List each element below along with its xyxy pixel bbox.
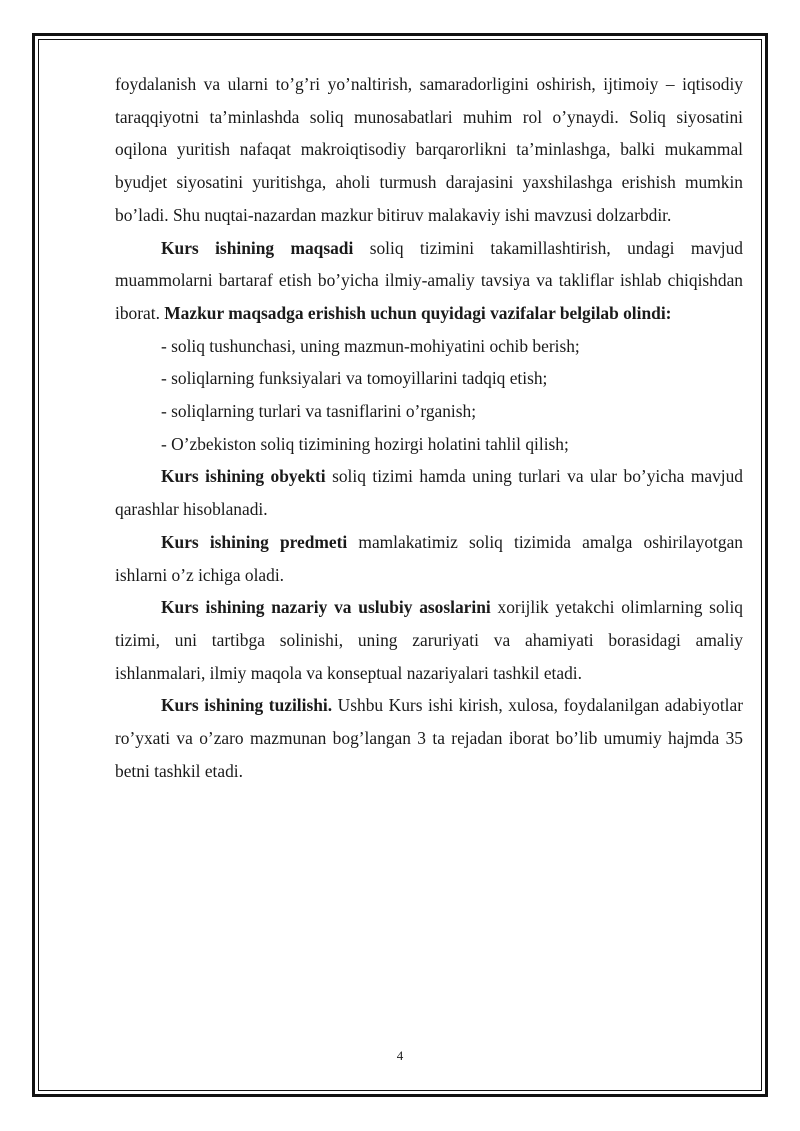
- tasks-heading: Mazkur maqsadga erishish uchun quyidagi vazifalar belgilab olindi:: [164, 302, 672, 323]
- subject-heading: Kurs ishining predmeti: [161, 531, 348, 552]
- structure-heading: Kurs ishining tuzilishi.: [161, 695, 333, 716]
- object-heading: Kurs ishining obyekti: [161, 466, 326, 487]
- goal-paragraph: [115, 232, 743, 330]
- basis-text: xorijlik yetakchi olimlarning soliq tizimi, uni tartibga solinishi, uning zaruriyati va ahamiyati borasidagi amaliy ishlanmalari, ilmiy maqola va konseptual nazariyalari tashkil etadi.: [115, 597, 744, 683]
- object-text: soliq tizimi hamda uning turlari va ular bo’yicha mavjud qarashlar hisoblanadi.: [115, 466, 743, 520]
- subject-paragraph: [115, 526, 743, 591]
- structure-paragraph: [115, 689, 743, 787]
- task-item: - soliqlarning turlari va tasniflarini o’rganish;: [161, 401, 477, 422]
- basis-heading: Kurs ishining nazariy va uslubiy asoslarini: [161, 597, 491, 618]
- goal-text: soliq tizimini takamillashtirish, undagi mavjud muammolarni bartaraf etish bo’yicha ilmiy-amaliy tavsiya va takliflar ishlab chiqishdan iborat.: [115, 237, 743, 323]
- task-item: - soliq tushunchasi, uning mazmun-mohiyatini ochib berish;: [161, 335, 580, 356]
- object-paragraph: [115, 460, 743, 525]
- page-number: 4: [396, 1048, 404, 1063]
- task-item: - O’zbekiston soliq tizimining hozirgi holatini tahlil qilish;: [161, 433, 569, 454]
- structure-text: Ushbu Kurs ishi kirish, xulosa, foydalanilgan adabiyotlar ro’yxati va o’zaro mazmunan bog’langan 3 ta rejadan iborat bo’lib umumiy hajmda 35 betni tashkil etadi.: [115, 695, 744, 781]
- task-item: - soliqlarning funksiyalari va tomoyillarini tadqiq etish;: [161, 368, 548, 389]
- basis-paragraph: [115, 591, 743, 689]
- subject-text: mamlakatimiz soliq tizimida amalga oshirilayotgan ishlarni o’z ichiga oladi.: [115, 531, 744, 585]
- goal-heading: Kurs ishining maqsadi: [161, 237, 354, 258]
- intro-paragraph: foydalanish va ularni to’g’ri yo’naltirish, samaradorligini oshirish, ijtimoiy – iqtisodiy taraqqiyotni ta’minlashda soliq munosabatlari muhim rol o’ynaydi. Soliq siyosatini oqilona yuritish nafaqat makroiqtisodiy barqarorlikni ta’minlashga, balki mukammal byudjet siyosatini yuritishga, aholi turmush darajasini yaxshilashga erishish mumkin bo’ladi. Shu nuqtai-nazardan mazkur bitiruv malakaviy ishi mavzusi dolzarbdir.: [115, 74, 743, 225]
- document-body: [115, 68, 743, 787]
